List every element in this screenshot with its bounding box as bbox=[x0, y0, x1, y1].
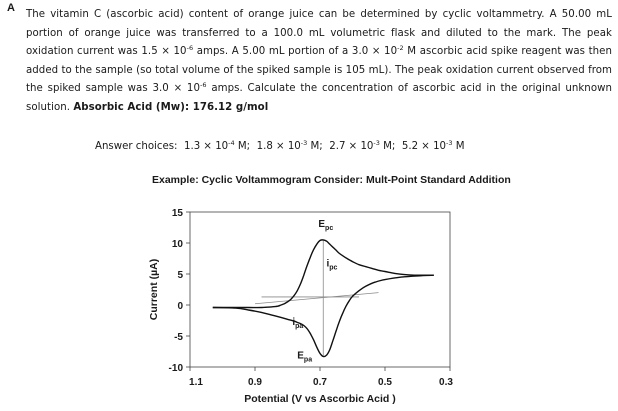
answer-choices bbox=[95, 141, 465, 152]
exponent-1: -6 bbox=[186, 44, 194, 53]
exponent-2: -2 bbox=[397, 44, 404, 53]
problem-text-part-4: amps. Calculate the concentration of ascorbic acid in the original unknown solution. bbox=[26, 83, 612, 113]
x-tick-label: 0.5 bbox=[378, 377, 392, 388]
y-tick-label: 0 bbox=[177, 301, 183, 312]
epc-annotation: $E_{pc}$ bbox=[318, 218, 334, 232]
example-title: Example: Cyclic Voltammogram Consider: Mult-Point Standard Addition bbox=[152, 174, 511, 186]
answer-choice-2: $1.8 \times 10^{-3}$ M; bbox=[256, 139, 323, 152]
x-tick-label: 0.7 bbox=[313, 377, 327, 388]
answer-choice-1: $1.3 \times 10^{-4}$ M; bbox=[183, 139, 251, 152]
problem-label: A bbox=[7, 2, 15, 14]
problem-text-part-1: The vitamin C (ascorbic acid) content of orange juice can be determined by cyclic voltammetry. A 50.00 mL portion of orange juice was transferred to a 100.0 mL volumetric flask and diluted to the mark. The peak oxidation current was 1.5 × 10 bbox=[26, 9, 612, 58]
x-tick-label: 0.3 bbox=[439, 377, 453, 388]
problem-text bbox=[26, 6, 612, 118]
baseline-line bbox=[255, 293, 379, 304]
ipc-annotation: $i_{pc}$ bbox=[326, 258, 338, 272]
x-tick-label: 0.9 bbox=[248, 377, 262, 388]
cyclic-voltammogram-chart bbox=[140, 196, 470, 406]
y-tick-label: -10 bbox=[168, 363, 183, 374]
answer-choice-4: $5.2 \times 10^{-3}$ M bbox=[401, 139, 465, 152]
y-axis-label: Current (µA) bbox=[148, 258, 160, 321]
problem-text-part-2: amps. A 5.00 mL portion of a 3.0 × 10 bbox=[193, 46, 398, 58]
molar-mass: Absorbic Acid (Mw): 176.12 g/mol bbox=[73, 101, 269, 113]
x-tick-label: 1.1 bbox=[189, 377, 203, 388]
epa-annotation: $E_{pa}$ bbox=[297, 350, 313, 364]
x-axis-label: Potential (V vs Ascorbic Acid ) bbox=[244, 393, 396, 405]
y-tick-label: 5 bbox=[177, 270, 183, 281]
plot-frame bbox=[190, 212, 450, 367]
answer-prefix: Answer choices: bbox=[95, 141, 178, 152]
answer-choice-3: $2.7 \times 10^{-3}$ M; bbox=[329, 139, 396, 152]
ipa-annotation: $i_{pa}$ bbox=[292, 316, 304, 330]
y-tick-label: 10 bbox=[171, 239, 183, 250]
exponent-3: -6 bbox=[199, 81, 207, 90]
y-tick-label: 15 bbox=[171, 208, 183, 219]
problem-text-part-3: M ascorbic acid spike reagent was then added to the sample (so total volume of the spiked sample is 105 mL). The peak oxidation current observed from the spiked sample was 3.0 × 10 bbox=[26, 46, 612, 95]
y-tick-label: -5 bbox=[174, 332, 183, 343]
